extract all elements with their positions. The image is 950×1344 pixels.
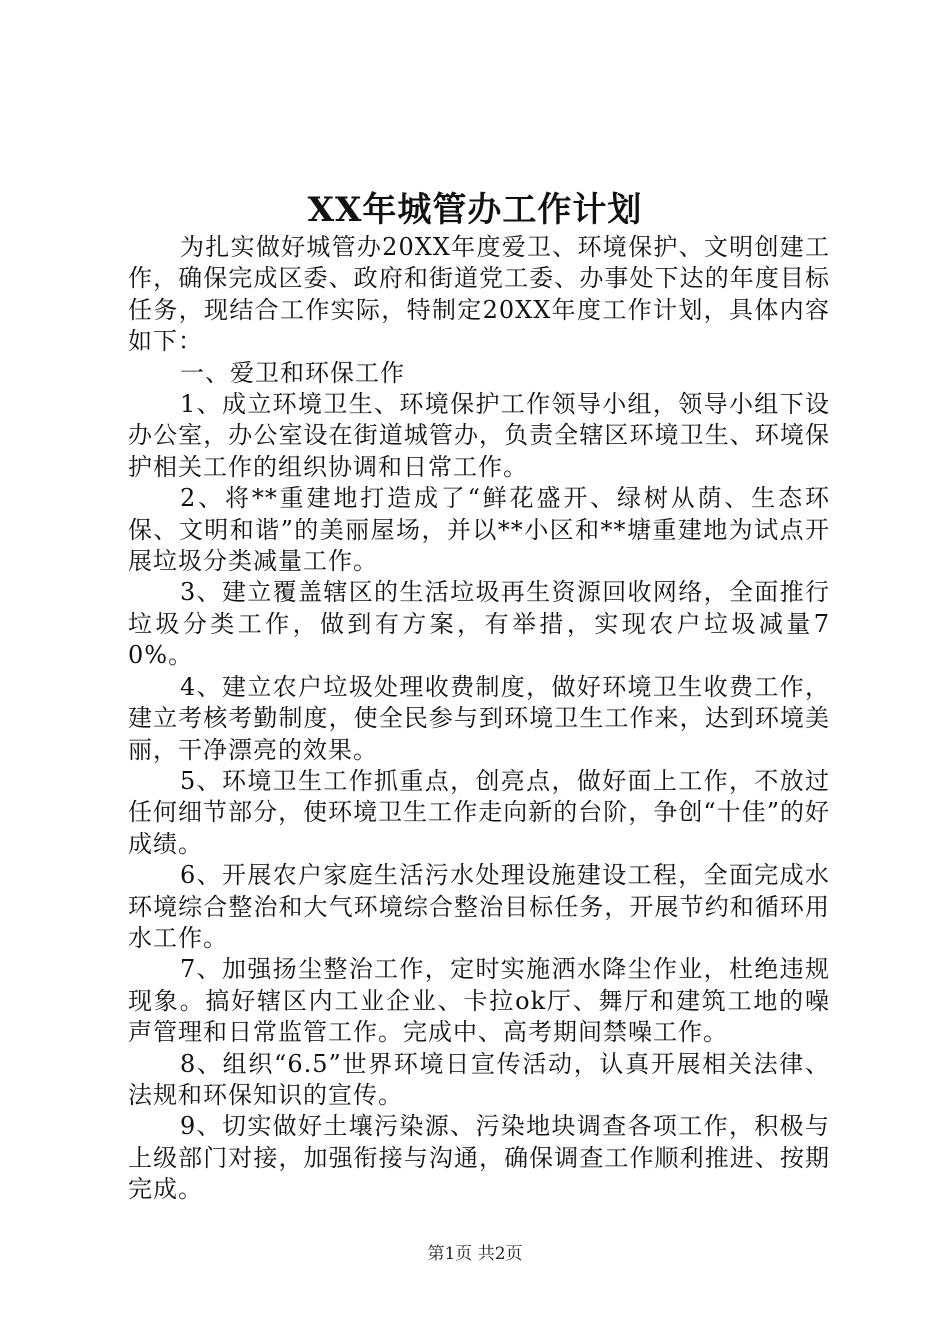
section-heading: 一、爱卫和环保工作 bbox=[180, 358, 405, 387]
document-body bbox=[128, 232, 830, 1206]
list-item: 4、建立农户垃圾处理收费制度，做好环境卫生收费工作，建立考核考勤制度，使全民参与到环境卫生工作来，达到环境美丽，干净漂亮的效果。 bbox=[128, 672, 830, 764]
list-item: 9、切实做好土壤污染源、污染地块调查各项工作，积极与上级部门对接，加强衔接与沟通，确保调查工作顺利推进、按期完成。 bbox=[128, 1112, 830, 1204]
list-item: 2、将**重建地打造成了“鲜花盛开、绿树从荫、生态环保、文明和谐”的美丽屋场，并以**小区和**塘重建地为试点开展垃圾分类减量工作。 bbox=[128, 484, 830, 576]
list-item: 8、组织“6.5”世界环境日宣传活动，认真开展相关法律、法规和环保知识的宣传。 bbox=[128, 1049, 830, 1109]
document-title: XX年城管办工作计划 bbox=[307, 190, 643, 230]
list-item: 1、成立环境卫生、环境保护工作领导小组，领导小组下设办公室，办公室设在街道城管办，负责全辖区环境卫生、环境保护相关工作的组织协调和日常工作。 bbox=[128, 390, 830, 481]
intro-paragraph: 为扎实做好城管办20XX年度爱卫、环境保护、文明创建工作，确保完成区委、政府和街道党工委、办事处下达的年度目标任务，现结合工作实际，特制定20XX年度工作计划，具体内容如下： bbox=[128, 233, 830, 356]
list-item: 3、建立覆盖辖区的生活垃圾再生资源回收网络，全面推行垃圾分类工作，做到有方案，有举措，实现农户垃圾减量70%。 bbox=[128, 578, 830, 670]
list-item: 5、环境卫生工作抓重点，创亮点，做好面上工作，不放过任何细节部分，使环境卫生工作走向新的台阶，争创“十佳”的好成绩。 bbox=[128, 766, 830, 858]
page-number-footer: 第1页 共2页 bbox=[427, 1244, 523, 1264]
list-item: 6、开展农户家庭生活污水处理设施建设工程，全面完成水环境综合整治和大气环境综合整治目标任务，开展节约和循环用水工作。 bbox=[128, 861, 830, 952]
list-item: 7、加强扬尘整治工作，定时实施洒水降尘作业，杜绝违规现象。搞好辖区内工业企业、卡拉ok厅、舞厅和建筑工地的噪声管理和日常监管工作。完成中、高考期间禁噪工作。 bbox=[128, 955, 830, 1047]
